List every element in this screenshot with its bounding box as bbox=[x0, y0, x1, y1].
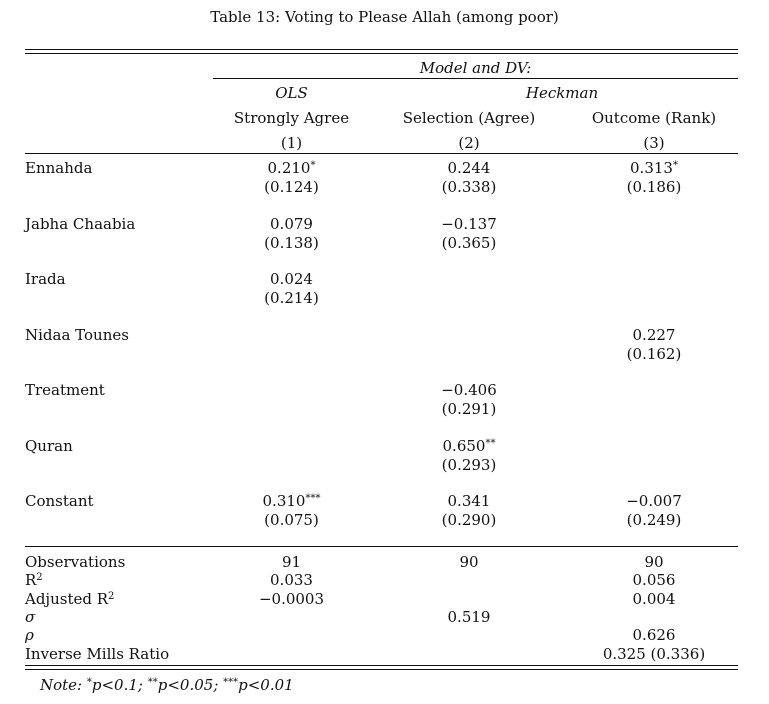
std-error-c2: (0.338) bbox=[441, 178, 497, 196]
stat-label bbox=[25, 590, 114, 608]
significance-note bbox=[40, 676, 294, 694]
coef-cell-c1 bbox=[213, 492, 370, 510]
col3-dv: Outcome (Rank) bbox=[591, 109, 717, 127]
coef-value: 0.650 bbox=[442, 436, 486, 455]
coef-cell-c3 bbox=[570, 492, 738, 510]
std-error-c1: (0.075) bbox=[264, 511, 319, 529]
model-dv-header: Model and DV: bbox=[419, 59, 532, 77]
stat-label-text: Inverse Mills Ratio bbox=[25, 644, 170, 663]
coef-cell-c3 bbox=[570, 326, 738, 344]
std-error-c2: (0.290) bbox=[441, 511, 497, 529]
stat-label bbox=[25, 553, 125, 571]
stat-value-c3: 90 bbox=[644, 553, 664, 571]
stat-label-superscript: 2 bbox=[108, 590, 115, 602]
coef-cell-c2 bbox=[386, 381, 552, 399]
stat-label bbox=[25, 608, 35, 626]
stat-value-c3: 0.056 bbox=[632, 571, 676, 590]
coef-value: 0.313 bbox=[630, 159, 673, 177]
stat-label-text: Adjusted R bbox=[25, 589, 109, 608]
coef-cell-c2 bbox=[386, 437, 552, 455]
note-star-1: * bbox=[86, 677, 92, 688]
std-error-c1: (0.138) bbox=[264, 233, 319, 252]
stat-label-text: ρ bbox=[25, 626, 34, 645]
coef-value: 0.341 bbox=[447, 492, 491, 510]
top-rule-1 bbox=[25, 49, 738, 50]
stat-value-c2: 90 bbox=[459, 553, 479, 571]
header-rule bbox=[25, 153, 738, 154]
ols-header: OLS bbox=[275, 84, 308, 102]
std-error-c1: (0.214) bbox=[264, 289, 319, 307]
coef-cell-c1 bbox=[213, 159, 370, 177]
coef-cell-c1 bbox=[213, 270, 370, 288]
coef-value: −0.007 bbox=[626, 492, 682, 510]
col2-dv: Selection (Agree) bbox=[402, 109, 536, 127]
std-error-c3: (0.249) bbox=[626, 511, 682, 529]
note-star-3: *** bbox=[223, 677, 239, 688]
note-text-1: p<0.1; bbox=[91, 676, 148, 694]
coef-value: 0.210 bbox=[267, 159, 311, 177]
coef-value: 0.244 bbox=[447, 159, 491, 177]
bottom-rule-1 bbox=[25, 665, 738, 666]
coef-value: −0.137 bbox=[441, 214, 497, 233]
note-text-3: p<0.01 bbox=[238, 676, 294, 694]
row-label: Ennahda bbox=[25, 159, 93, 177]
col3-num: (3) bbox=[643, 134, 665, 152]
std-error-c1: (0.124) bbox=[264, 178, 319, 196]
significance-stars: ** bbox=[485, 437, 496, 449]
stat-label-superscript: 2 bbox=[36, 572, 43, 584]
std-error-c2: (0.291) bbox=[441, 400, 497, 418]
stat-value-c2: 0.519 bbox=[447, 607, 491, 626]
stat-label bbox=[25, 571, 43, 589]
stat-label bbox=[25, 645, 169, 663]
std-error-c3: (0.186) bbox=[626, 178, 682, 196]
bottom-rule-2 bbox=[25, 669, 738, 670]
stat-label-text: σ bbox=[25, 607, 36, 626]
row-label: Constant bbox=[25, 492, 94, 510]
coef-value: 0.310 bbox=[262, 492, 306, 510]
coef-value: 0.227 bbox=[632, 325, 676, 344]
coef-cell-c2 bbox=[386, 159, 552, 177]
stat-label-text: R bbox=[25, 571, 37, 590]
significance-stars: *** bbox=[305, 493, 321, 504]
stat-value-c3: 0.626 bbox=[632, 626, 676, 645]
col2-num: (2) bbox=[458, 134, 480, 152]
stats-rule bbox=[25, 546, 738, 547]
row-label: Quran bbox=[25, 436, 73, 455]
significance-stars: * bbox=[310, 160, 316, 171]
col1-dv: Strongly Agree bbox=[233, 109, 350, 127]
std-error-c3: (0.162) bbox=[626, 344, 682, 363]
coef-cell-c3 bbox=[570, 159, 738, 177]
std-error-c2: (0.365) bbox=[441, 233, 497, 252]
stat-value-c1: 0.033 bbox=[270, 571, 313, 590]
coef-value: 0.079 bbox=[270, 214, 313, 233]
row-label: Jabha Chaabia bbox=[25, 214, 136, 233]
row-label: Irada bbox=[25, 270, 66, 288]
stat-value-c3: 0.325 (0.336) bbox=[602, 644, 706, 663]
coef-cell-c2 bbox=[386, 492, 552, 510]
stat-value-c1: −0.0003 bbox=[258, 589, 325, 608]
table-title: Table 13: Voting to Please Allah (among poor) bbox=[210, 8, 559, 26]
coef-cell-c1 bbox=[213, 215, 370, 233]
model-dv-rule bbox=[213, 78, 738, 79]
significance-stars: * bbox=[672, 160, 678, 171]
note-prefix: Note: bbox=[40, 676, 87, 694]
stat-value-c1: 91 bbox=[281, 553, 302, 571]
row-label: Treatment bbox=[25, 381, 105, 399]
row-label: Nidaa Tounes bbox=[25, 325, 129, 344]
coef-cell-c2 bbox=[386, 215, 552, 233]
col1-num: (1) bbox=[280, 134, 303, 152]
stat-label bbox=[25, 626, 34, 644]
note-text-2: p<0.05; bbox=[157, 676, 224, 694]
heckman-header: Heckman bbox=[525, 84, 599, 102]
top-rule-2 bbox=[25, 53, 738, 54]
coef-value: 0.024 bbox=[270, 270, 313, 288]
std-error-c2: (0.293) bbox=[441, 455, 497, 474]
coef-value: −0.406 bbox=[441, 381, 497, 399]
stat-label-text: Observations bbox=[25, 553, 126, 571]
note-star-2: ** bbox=[147, 677, 158, 688]
stat-value-c3: 0.004 bbox=[632, 589, 676, 608]
